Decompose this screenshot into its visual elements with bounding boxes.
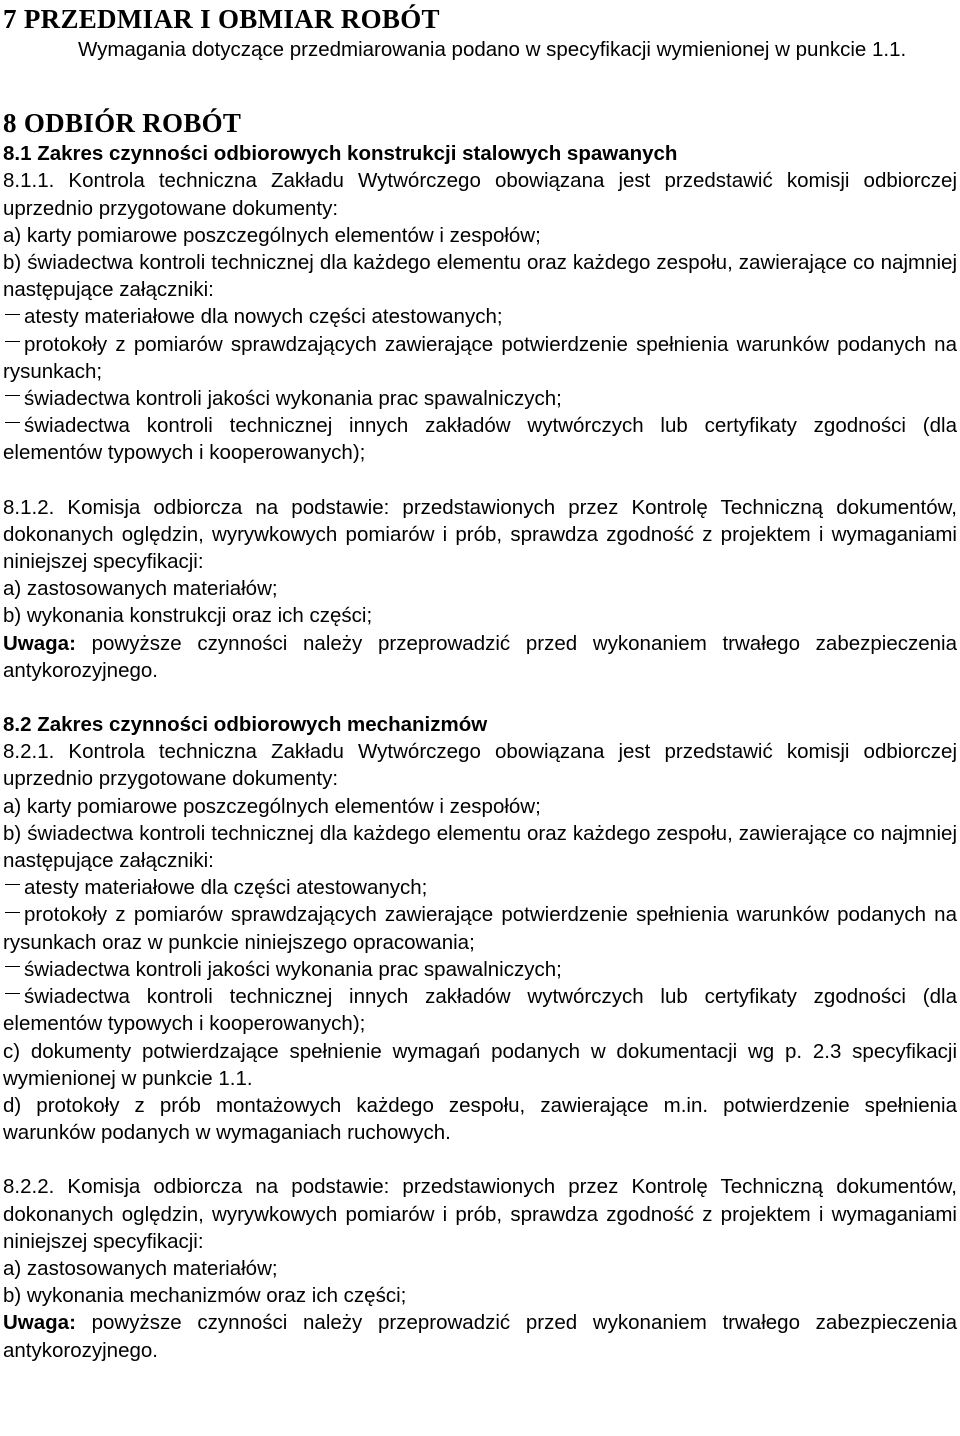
- document-page: [3, 0, 957, 1364]
- paragraph-8-1-2: 8.1.2. Komisja odbiorcza na podstawie: przedstawionych przez Kontrolę Techniczną dokumentów, dokonanych oględzin, wyrywkowych pomiarów i prób, sprawdza zgodność z projektem i wymaganiami niniejszej specyfikacji:: [3, 495, 957, 574]
- item-8-1-1-b: b) świadectwa kontroli technicznej dla każdego elementu oraz każdego zespołu, zawierające co najmniej następujące załączniki:: [3, 251, 957, 302]
- paragraph-8-2-2: 8.2.2. Komisja odbiorcza na podstawie: przedstawionych przez Kontrolę Techniczną dokumentów, dokonanych oględzin, wyrywkowych pomiarów i prób, sprawdza zgodność z projektem i wymaganiami niniejszej specyfikacji:: [3, 1175, 957, 1253]
- dash-bullet-icon: [5, 314, 20, 315]
- spacer: [3, 1146, 957, 1173]
- item-8-1-1-a: a) karty pomiarowe poszczególnych elementów i zespołów;: [3, 223, 541, 247]
- heading-section-7: 7 PRZEDMIAR I OBMIAR ROBÓT: [3, 4, 440, 34]
- dash-item-8-1-1: protokoły z pomiarów sprawdzających zawierające potwierdzenie spełnienia warunków podanych na rysunkach;: [3, 332, 957, 383]
- item-8-2-1-b: b) świadectwa kontroli technicznej dla każdego elementu oraz każdego zespołu, zawierające co najmniej następujące załączniki:: [3, 821, 957, 873]
- note-text: powyższe czynności należy przeprowadzić przed wykonaniem trwałego zabezpieczenia antykorozyjnego.: [3, 1311, 957, 1362]
- paragraph-8-2-1: 8.2.1. Kontrola techniczna Zakładu Wytwórczego obowiązana jest przedstawić komisji odbiorczej uprzednio przygotowane dokumenty:: [3, 740, 957, 791]
- note-text: powyższe czynności należy przeprowadzić przed wykonaniem trwałego zabezpieczenia antykorozyjnego.: [3, 631, 957, 682]
- dash-item-8-1-1: świadectwa kontroli technicznej innych zakładów wytwórczych lub certyfikaty zgodności (dla elementów typowych i kooperowanych);: [3, 414, 957, 465]
- heading-section-8: 8 ODBIÓR ROBÓT: [3, 108, 242, 139]
- heading-section-8-1: 8.1 Zakres czynności odbiorowych konstrukcji stalowych spawanych: [3, 142, 678, 166]
- spacer: [3, 684, 957, 711]
- note-label: Uwaga:: [3, 1311, 76, 1335]
- dash-item-8-2-1: świadectwa kontroli jakości wykonania prac spawalniczych;: [3, 956, 957, 983]
- spacer: [3, 467, 957, 494]
- item-8-1-2-a: a) zastosowanych materiałów;: [3, 577, 278, 601]
- dash-item-8-1-1: atesty materiałowe dla nowych części atestowanych;: [3, 303, 957, 330]
- item-8-2-1-d: d) protokoły z prób montażowych każdego zespołu, zawierające m.in. potwierdzenie spełnienia warunków podanych w wymaganiach ruchowych.: [3, 1093, 957, 1145]
- dash-bullet-icon: [5, 912, 20, 913]
- dash-bullet-icon: [5, 993, 20, 994]
- heading-section-8-2: 8.2 Zakres czynności odbiorowych mechanizmów: [3, 713, 488, 737]
- item-8-2-1-c: c) dokumenty potwierdzające spełnienie wymagań podanych w dokumentacji wg p. 2.3 specyfikacji wymienionej w punkcie 1.1.: [3, 1039, 957, 1090]
- dash-item-8-2-1: atesty materiałowe dla części atestowanych;: [3, 874, 957, 901]
- note-8-2: [3, 1309, 957, 1363]
- item-8-2-2-a: a) zastosowanych materiałów;: [3, 1256, 278, 1280]
- paragraph-section-7: Wymagania dotyczące przedmiarowania podano w specyfikacji wymienionej w punkcie 1.1.: [78, 38, 907, 61]
- dash-item-8-2-1: protokoły z pomiarów sprawdzających zawierające potwierdzenie spełnienia warunków podanych na rysunkach oraz w punkcie niniejszego opracowania;: [3, 903, 957, 954]
- item-8-2-2-b: b) wykonania mechanizmów oraz ich części;: [3, 1284, 407, 1308]
- item-8-1-2-b: b) wykonania konstrukcji oraz ich części;: [3, 604, 373, 628]
- dash-bullet-icon: [5, 966, 20, 967]
- dash-item-8-1-1: świadectwa kontroli jakości wykonania prac spawalniczych;: [3, 385, 957, 412]
- dash-bullet-icon: [5, 341, 20, 342]
- note-8-1: [3, 630, 957, 684]
- dash-item-8-2-1: świadectwa kontroli technicznej innych zakładów wytwórczych lub certyfikaty zgodności (dla elementów typowych i kooperowanych);: [3, 985, 957, 1036]
- dash-bullet-icon: [5, 422, 20, 423]
- paragraph-8-1-1: 8.1.1. Kontrola techniczna Zakładu Wytwórczego obowiązana jest przedstawić komisji odbiorczej uprzednio przygotowane dokumenty:: [3, 169, 957, 220]
- note-label: Uwaga:: [3, 631, 76, 655]
- dash-bullet-icon: [5, 884, 20, 885]
- item-8-2-1-a: a) karty pomiarowe poszczególnych elementów i zespołów;: [3, 794, 541, 818]
- dash-bullet-icon: [5, 395, 20, 396]
